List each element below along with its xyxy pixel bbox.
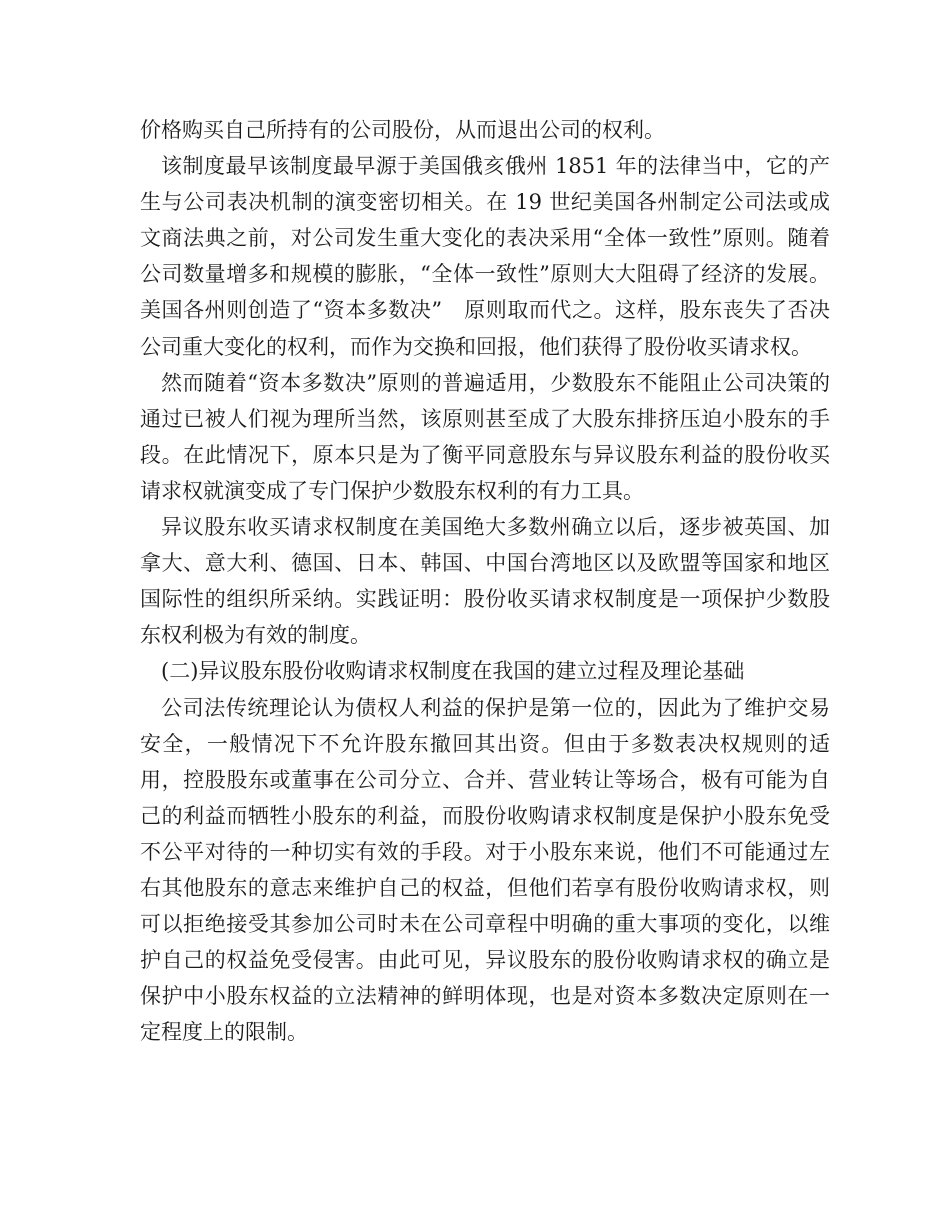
- document-body: [140, 112, 830, 1050]
- paragraph-origin: 该制度最早该制度最早源于美国俄亥俄州 1851 年的法律当中，它的产生与公司表决机制的演变密切相关。在 19 世纪美国各州制定公司法或成文商法典之前，对公司发生重大变化的表决采用“全体一致性”原则。随着公司数量增多和规模的膨胀，“全体一致性”原则大大阻碍了经济的发展。美国各州则创造了“资本多数决” 原则取而代之。这样，股东丧失了否决公司重大变化的权利，而作为交换和回报，他们获得了股份收买请求权。: [140, 154, 830, 359]
- paragraph-theory: 公司法传统理论认为债权人利益的保护是第一位的，因此为了维护交易安全，一般情况下不允许股东撤回其出资。但由于多数表决权规则的适用，控股股东或董事在公司分立、合并、营业转让等场合，极有可能为自己的利益而牺牲小股东的利益，而股份收购请求权制度是保护小股东免受不公平对待的一种切实有效的手段。对于小股东来说，他们不可能通过左右其他股东的意志来维护自己的权益，但他们若享有股份收购请求权，则可以拒绝接受其参加公司时未在公司章程中明确的重大事项的变化，以维护自己的权益免受侵害。由此可见，异议股东的股份收购请求权的确立是保护中小股东权益的立法精神的鲜明体现，也是对资本多数决定原则在一定程度上的限制。: [140, 695, 830, 1045]
- paragraph-continuation: 价格购买自己所持有的公司股份，从而退出公司的权利。: [140, 118, 665, 142]
- paragraph-evolution: 然而随着“资本多数决”原则的普遍适用，少数股东不能阻止公司决策的通过已被人们视为理所当然，该原则甚至成了大股东排挤压迫小股东的手段。在此情况下，原本只是为了衡平同意股东与异议股东利益的股份收买请求权就演变成了专门保护少数股东权利的有力工具。: [140, 370, 830, 503]
- paragraph-adoption: 异议股东收买请求权制度在美国绝大多数州确立以后，逐步被英国、加拿大、意大利、德国、日本、韩国、中国台湾地区以及欧盟等国家和地区国际性的组织所采纳。实践证明：股份收买请求权制度是一项保护少数股东权利极为有效的制度。: [140, 515, 830, 648]
- section-heading: (二)异议股东股份收购请求权制度在我国的建立过程及理论基础: [161, 659, 745, 684]
